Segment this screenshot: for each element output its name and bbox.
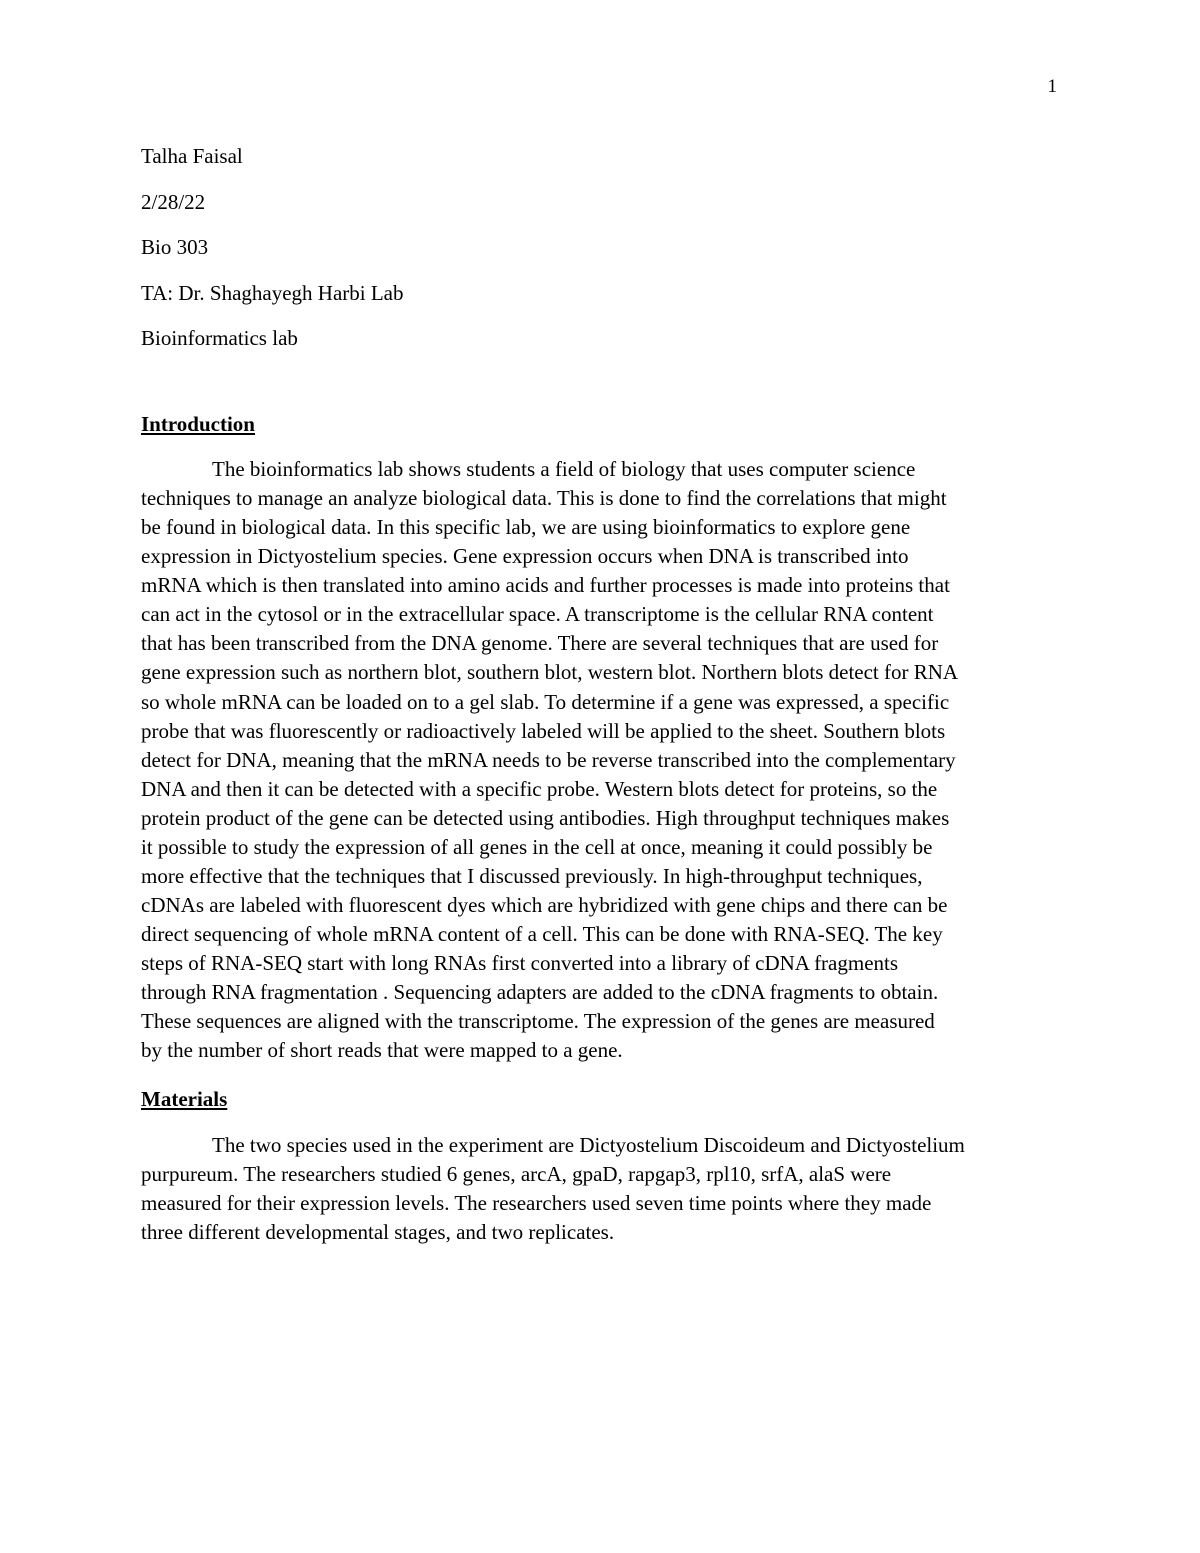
paragraph-line: so whole mRNA can be loaded on to a gel slab. To determine if a gene was expressed, a specific xyxy=(141,689,950,714)
paragraph-line: more effective that the techniques that I discussed previously. In high-throughput techniques, xyxy=(141,863,923,888)
materials-section xyxy=(141,1084,1061,1247)
introduction-heading: Introduction xyxy=(141,412,255,436)
paragraph-line: that has been transcribed from the DNA genome. There are several techniques that are used for xyxy=(141,631,939,656)
paragraph-line: can act in the cytosol or in the extracellular space. A transcriptome is the cellular RNA content xyxy=(141,602,934,627)
paragraph-line: three different developmental stages, and two replicates. xyxy=(141,1220,615,1245)
paragraph-line: techniques to manage an analyze biological data. This is done to find the correlations that might xyxy=(141,486,947,511)
author-name: Talha Faisal xyxy=(141,144,243,168)
header-block xyxy=(141,141,404,369)
paragraph-line: The two species used in the experiment are Dictyostelium Discoideum and Dictyostelium xyxy=(212,1133,965,1157)
materials-paragraph xyxy=(141,1131,1061,1247)
paragraph-line: measured for their expression levels. The researchers used seven time points where they made xyxy=(141,1191,932,1216)
paragraph-line: protein product of the gene can be detected using antibodies. High throughput techniques makes xyxy=(141,805,950,830)
paragraph-line: purpureum. The researchers studied 6 genes, arcA, gpaD, rapgap3, rpl10, srfA, alaS were xyxy=(141,1162,892,1187)
paragraph-line: through RNA fragmentation . Sequencing adapters are added to the cDNA fragments to obtain. xyxy=(141,980,939,1005)
paragraph-line: mRNA which is then translated into amino acids and further processes is made into proteins that xyxy=(141,573,950,598)
paragraph-line: steps of RNA-SEQ start with long RNAs first converted into a library of cDNA fragments xyxy=(141,951,899,976)
paragraph-line: direct sequencing of whole mRNA content of a cell. This can be done with RNA-SEQ. The key xyxy=(141,922,943,946)
date: 2/28/22 xyxy=(141,189,206,214)
paragraph-line: cDNAs are labeled with fluorescent dyes which are hybridized with gene chips and there can be xyxy=(141,892,948,917)
introduction-paragraph xyxy=(141,455,1061,1065)
paragraph-line: gene expression such as northern blot, southern blot, western blot. Northern blots detect for RNA xyxy=(141,660,959,685)
course: Bio 303 xyxy=(141,235,209,259)
paragraph-line: DNA and then it can be detected with a specific probe. Western blots detect for proteins, so the xyxy=(141,776,938,801)
paragraph-line: detect for DNA, meaning that the mRNA needs to be reverse transcribed into the complementary xyxy=(141,747,956,772)
teaching-assistant: TA: Dr. Shaghayegh Harbi Lab xyxy=(141,280,404,305)
paragraph-line: These sequences are aligned with the transcriptome. The expression of the genes are measured xyxy=(141,1009,935,1034)
paragraph-line: it possible to study the expression of all genes in the cell at once, meaning it could possibly be xyxy=(141,834,933,859)
paragraph-line: by the number of short reads that were mapped to a gene. xyxy=(141,1038,623,1063)
paragraph-line: The bioinformatics lab shows students a field of biology that uses computer science xyxy=(212,457,916,481)
materials-heading: Materials xyxy=(141,1087,228,1111)
paragraph-line: expression in Dictyostelium species. Gene expression occurs when DNA is transcribed into xyxy=(141,544,909,569)
paragraph-line: probe that was fluorescently or radioactively labeled will be applied to the sheet. Southern blots xyxy=(141,718,946,743)
paragraph-line: be found in biological data. In this specific lab, we are using bioinformatics to explore gene xyxy=(141,515,911,540)
introduction-section xyxy=(141,409,1061,1065)
lab-title: Bioinformatics lab xyxy=(141,326,298,350)
page-number: 1 xyxy=(1047,76,1057,97)
